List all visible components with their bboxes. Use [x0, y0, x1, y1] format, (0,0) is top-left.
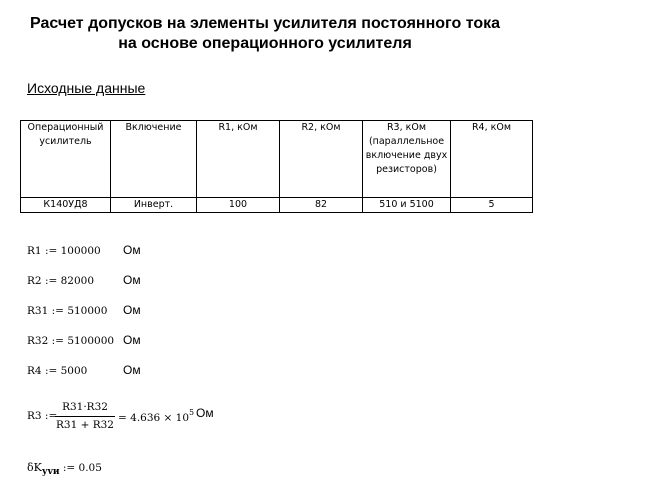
assignment-r31	[27, 305, 107, 317]
assignment-value: 5000	[60, 365, 88, 377]
table-cell-opamp: К140УД8	[21, 198, 111, 213]
table-cell-mode: Инверт.	[111, 198, 197, 213]
delta-k-assignment	[27, 461, 102, 477]
table-cell-r1: 100	[197, 198, 280, 213]
table-row	[21, 198, 533, 213]
assignment-unit: Ом	[123, 273, 141, 287]
assignment-unit: Ом	[123, 363, 141, 377]
delta-k-prefix: δK	[27, 461, 42, 474]
assignment-unit: Ом	[123, 303, 141, 317]
r3-lhs: R3 :=	[27, 410, 58, 422]
r3-denominator: R31 + R32	[55, 419, 114, 431]
table-header-row	[21, 121, 533, 198]
assignment-value: 100000	[60, 245, 101, 257]
assignment-op: :=	[51, 335, 64, 347]
assignment-lhs: R31	[27, 305, 49, 317]
r3-result-mantissa: = 4.636 × 10	[118, 412, 190, 424]
assignment-r4	[27, 365, 87, 377]
assignment-lhs: R1	[27, 245, 42, 257]
table-cell-r4: 5	[451, 198, 533, 213]
assignment-op: :=	[44, 275, 58, 287]
assignment-value: 5100000	[67, 335, 115, 347]
assignment-lhs: R4	[27, 365, 42, 377]
header-cell-r4: R4, кОм	[451, 121, 533, 198]
header-cell-mode: Включение	[111, 121, 197, 198]
r3-result	[118, 408, 194, 424]
header-cell-r1: R1, кОм	[197, 121, 280, 198]
r3-numerator: R31·R32	[62, 401, 108, 413]
r3-unit: Ом	[196, 406, 214, 420]
assignment-value: 510000	[67, 305, 108, 317]
delta-k-rest: := 0.05	[62, 462, 102, 474]
assignment-value: 82000	[60, 275, 95, 287]
r3-result-exponent: 5	[189, 408, 195, 417]
table-cell-r2: 82	[280, 198, 363, 213]
assignment-r1	[27, 245, 101, 257]
r3-fraction	[55, 401, 115, 431]
section-subtitle: Исходные данные	[27, 80, 146, 96]
assignment-r2	[27, 275, 94, 287]
header-cell-opamp: Операционный усилитель	[21, 121, 111, 198]
assignment-unit: Ом	[123, 333, 141, 347]
header-cell-r3: R3, кОм (параллельное включение двух резисторов)	[363, 121, 451, 198]
params-table	[20, 120, 533, 213]
header-cell-r2: R2, кОм	[280, 121, 363, 198]
assignment-lhs: R32	[27, 335, 49, 347]
assignment-unit: Ом	[123, 243, 141, 257]
fraction-bar	[55, 416, 115, 417]
assignment-r32	[27, 335, 114, 347]
assignment-lhs: R2	[27, 275, 42, 287]
table-cell-r3: 510 и 5100	[363, 198, 451, 213]
assignment-op: :=	[44, 365, 58, 377]
assignment-op: :=	[44, 245, 58, 257]
assignment-op: :=	[51, 305, 64, 317]
page-title: Расчет допусков на элементы усилителя постоянного тока на основе операционного усилителя	[29, 15, 500, 52]
delta-k-subscript: уvи	[41, 467, 60, 477]
